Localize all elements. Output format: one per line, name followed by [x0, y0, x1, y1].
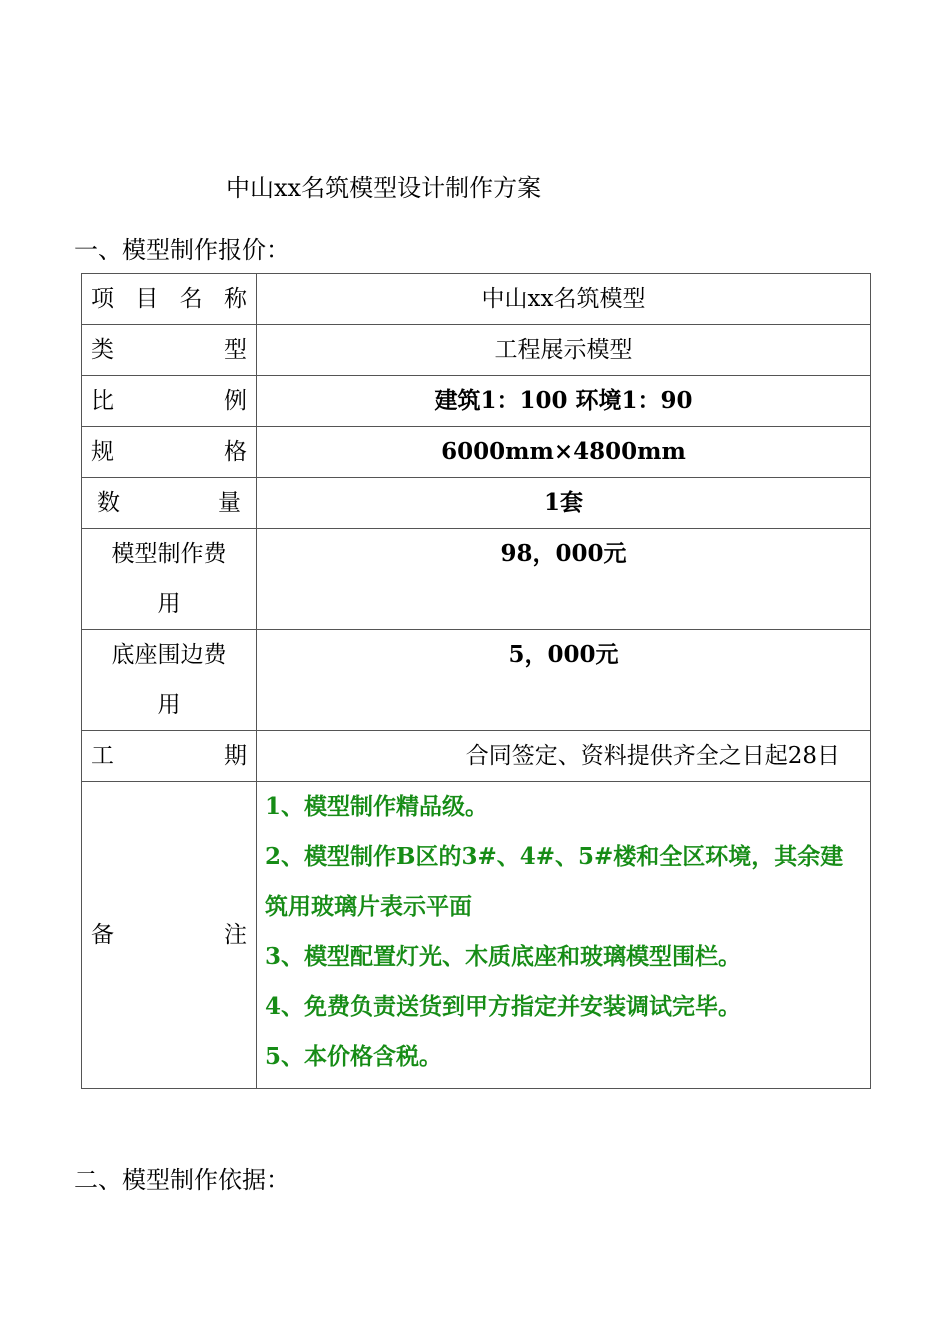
label-char: 比 [91, 388, 114, 414]
row-label-type [82, 325, 257, 376]
table-row [82, 427, 871, 478]
label-char: 工 [91, 743, 114, 769]
label-char: 注 [224, 922, 247, 948]
label-char: 称 [223, 286, 247, 312]
qty-value: 1套 [257, 478, 871, 529]
label-line: 用 [157, 591, 181, 617]
project-name-value: 中山xx名筑模型 [257, 274, 871, 325]
label-char: 例 [224, 388, 247, 414]
note-line: 筑用玻璃片表示平面 [265, 893, 472, 920]
label-line: 底座围边费 [111, 642, 227, 668]
note-line: 4、免费负责送货到甲方指定并安装调试完毕。 [265, 993, 742, 1020]
row-label-scale [82, 376, 257, 427]
label-char: 项 [91, 286, 114, 312]
section-heading-quote: 一、模型制作报价： [74, 236, 290, 264]
row-label-project [82, 274, 257, 325]
spec-value: 6000mm×4800mm [257, 427, 871, 478]
note-line: 5、本价格含税。 [265, 1043, 443, 1070]
row-label-spec [82, 427, 257, 478]
row-label-period [82, 731, 257, 782]
label-char: 目 [135, 286, 159, 312]
document-title: 中山xx名筑模型设计制作方案 [226, 174, 542, 202]
table-row [82, 274, 871, 325]
base-value: 5，000元 [257, 630, 871, 731]
label-line: 模型制作费 [111, 541, 227, 567]
label-char: 数 [97, 490, 120, 516]
label-line: 用 [157, 692, 181, 718]
label-char: 期 [224, 743, 247, 769]
label-char: 备 [91, 922, 114, 948]
table-row [82, 325, 871, 376]
label-char: 规 [91, 439, 114, 465]
type-value: 工程展示模型 [257, 325, 871, 376]
label-char: 格 [224, 439, 247, 465]
note-line: 1、模型制作精品级。 [265, 793, 489, 820]
fee-value: 98，000元 [257, 529, 871, 630]
label-char: 量 [218, 490, 241, 516]
table-row [82, 630, 871, 731]
table-row [82, 376, 871, 427]
note-line: 3、模型配置灯光、木质底座和玻璃模型围栏。 [265, 943, 742, 970]
label-char: 型 [224, 337, 247, 363]
label-char: 名 [179, 286, 203, 312]
table-row [82, 782, 871, 1089]
quote-table [81, 273, 871, 1089]
table-row [82, 529, 871, 630]
table-row [82, 478, 871, 529]
period-value: 合同签定、资料提供齐全之日起28日 [257, 731, 871, 782]
notes-content [257, 782, 871, 1089]
scale-value: 建筑1：100 环境1：90 [257, 376, 871, 427]
section-heading-basis: 二、模型制作依据： [74, 1166, 290, 1194]
table-row [82, 731, 871, 782]
row-label-qty [82, 478, 257, 529]
row-label-base [82, 630, 257, 731]
note-line: 2、模型制作B区的3#、4#、5#楼和全区环境，其余建 [265, 843, 844, 870]
row-label-fee [82, 529, 257, 630]
label-char: 类 [91, 337, 114, 363]
row-label-notes [82, 782, 257, 1089]
